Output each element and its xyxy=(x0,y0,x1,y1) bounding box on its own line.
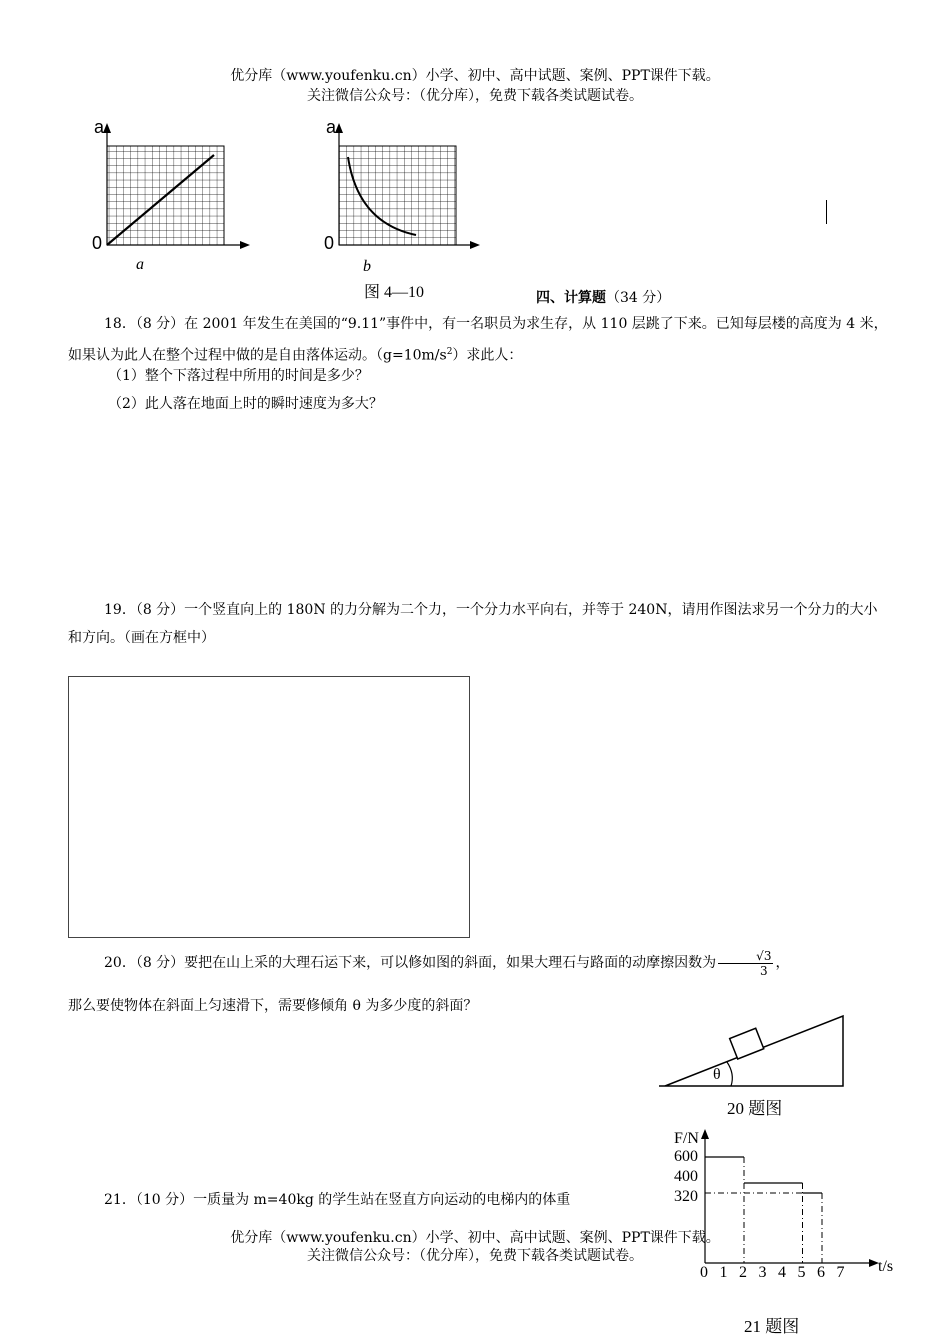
section-title xyxy=(536,287,670,309)
q20-text-c: 那么要使物体在斜面上匀速滑下，需要修倾角 θ 为多少度的斜面？ xyxy=(68,998,478,1014)
header-line-1: 优分库（www.youfenku.cn）小学、初中、高中试题、案例、PPT课件下载。 xyxy=(230,68,720,84)
x-tick-label: 7 xyxy=(836,1264,845,1281)
footer-line-2: 关注微信公众号：（优分库），免费下载各类试题试卷。 xyxy=(307,1248,643,1264)
graph-a-y-label: a xyxy=(94,117,105,137)
chart-y-tick-320: 320 xyxy=(674,1188,698,1205)
graph-a xyxy=(103,123,250,249)
chart-x-label: t/s xyxy=(878,1258,894,1275)
y-axis-arrow xyxy=(701,1129,709,1139)
graph-a-origin: 0 xyxy=(92,233,103,253)
answer-box[interactable] xyxy=(68,676,470,938)
graph-b-y-label: a xyxy=(326,117,337,137)
figure-21-caption: 21 题图 xyxy=(744,1317,800,1336)
chart-y-label: F/N xyxy=(674,1130,699,1147)
header-line-2: 关注微信公众号：（优分库），免费下载各类试题试卷。 xyxy=(307,88,643,104)
marble-block xyxy=(730,1028,764,1059)
section-points: （34 分） xyxy=(606,290,671,306)
cursor-mark xyxy=(826,200,827,224)
figure-20-caption: 20 题图 xyxy=(727,1099,783,1118)
question-19: 19．（8 分）一个竖直向上的 180N 的力分解为二个力，一个分力水平向右，并等于 240N，请用作图法求另一个分力的大小和方向。（画在方框中） xyxy=(68,602,878,646)
chart-y-tick-600: 600 xyxy=(674,1148,698,1165)
q18-subquestion-2: （2）此人落在地面上时的瞬时速度为多大？ xyxy=(108,396,383,412)
x-tick-label: 6 xyxy=(817,1264,825,1281)
q18-text-b: ）求此人： xyxy=(452,347,523,364)
q20-text-a: 20．（8 分）要把在山上采的大理石运下来，可以修如图的斜面，如果大理石与路面的动摩擦因数为 xyxy=(104,955,717,971)
angle-arc xyxy=(727,1062,732,1086)
incline-figure xyxy=(655,1010,855,1092)
question-18 xyxy=(68,310,888,370)
q18-subquestion-1: （1）整个下落过程中所用的时间是多少？ xyxy=(108,368,369,384)
mu-denominator: 3 xyxy=(759,963,768,978)
x-tick-label: 2 xyxy=(739,1264,747,1281)
question-21: 21．（10 分）一质量为 m=40kg 的学生站在竖直方向运动的电梯内的体重 xyxy=(104,1192,571,1208)
graph-a-label: a xyxy=(136,256,144,273)
question-20 xyxy=(68,946,888,980)
x-tick-label: 0 xyxy=(700,1264,708,1281)
q18-text-a: 18．（8 分）在 2001 年发生在美国的“9.11”事件中，有一名职员为求生存，从 110 层跳了下来。已知每层楼的高度为 4 米，如果认为此人在整个过程中做的是自由落体运动。（g=10m/s xyxy=(68,316,888,364)
x-tick-label: 4 xyxy=(778,1264,786,1281)
angle-theta: θ xyxy=(713,1066,721,1083)
chart-y-tick-400: 400 xyxy=(674,1168,698,1185)
graph-b-label: b xyxy=(363,258,371,275)
section-name: 四、计算题 xyxy=(536,290,606,306)
x-tick-label: 3 xyxy=(758,1264,767,1281)
x-tick-label: 5 xyxy=(797,1264,806,1281)
graph-b-origin: 0 xyxy=(324,233,335,253)
footer-line-1: 优分库（www.youfenku.cn）小学、初中、高中试题、案例、PPT课件下载。 xyxy=(230,1230,720,1246)
figure-4-10-caption: 图 4—10 xyxy=(364,284,425,301)
mu-fraction xyxy=(718,949,773,978)
x-tick-label: 1 xyxy=(719,1264,728,1281)
graph-b xyxy=(335,123,480,249)
q20-text-b: ， xyxy=(775,955,790,971)
mu-numerator: √3 xyxy=(718,949,773,964)
q18-sup: 2 xyxy=(446,347,453,357)
